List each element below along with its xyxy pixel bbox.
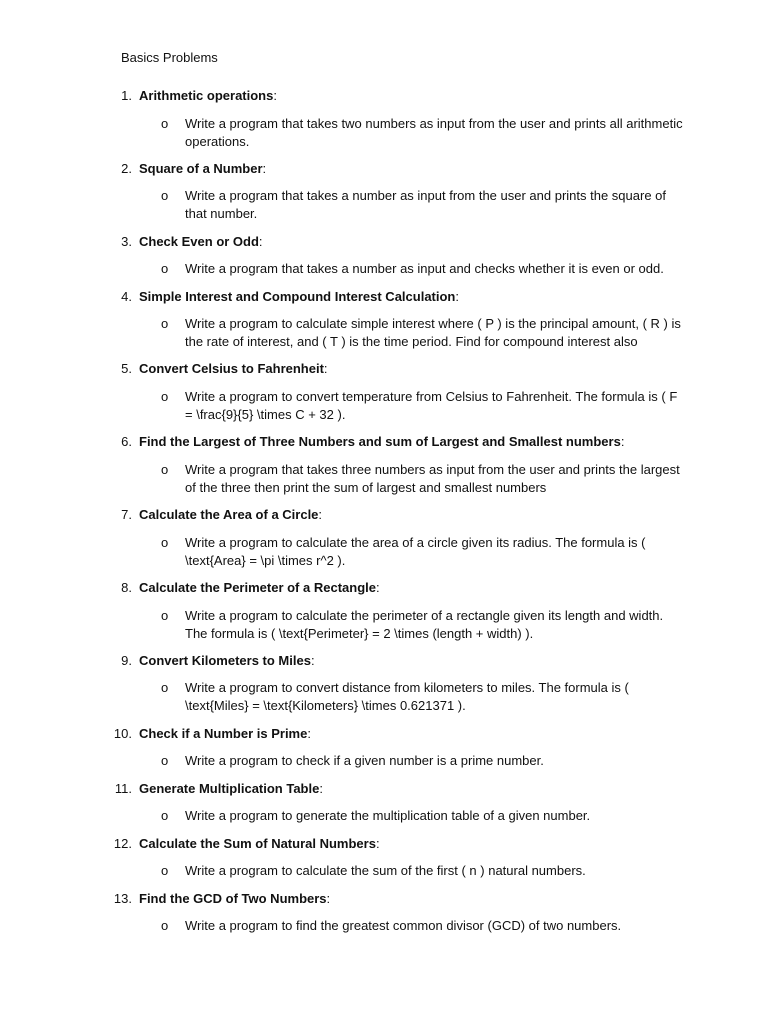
item-heading-bold: Calculate the Sum of Natural Numbers: [139, 835, 376, 851]
item-heading-bold: Check Even or Odd: [139, 233, 259, 249]
item-heading-bold: Check if a Number is Prime: [139, 725, 308, 741]
item-heading-colon: :: [307, 725, 311, 741]
bullet-icon: o: [161, 680, 169, 696]
document-title: Basics Problems: [121, 50, 218, 65]
item-description: Write a program to check if a given number is a prime number.: [185, 753, 544, 769]
item-heading: [139, 360, 328, 378]
item-description: Write a program to generate the multiplication table of a given number.: [185, 808, 591, 824]
list-item: [0, 506, 768, 579]
item-heading: [139, 506, 322, 524]
bullet-icon: o: [161, 461, 169, 477]
list-item: [0, 233, 768, 288]
item-description: Write a program to calculate simple interest where ( P ) is the principal amount, ( R ) is the rate of interest, and ( T ) is the time period. Find for compound interest also: [185, 316, 681, 350]
item-description: Write a program that takes three numbers as input from the user and prints the largest of the three then print the sum of largest and smallest numbers: [185, 461, 680, 495]
item-heading: [139, 288, 459, 306]
bullet-icon: o: [161, 534, 169, 550]
item-number: 5.: [121, 361, 132, 377]
item-heading-colon: :: [455, 288, 459, 304]
bullet-icon: o: [161, 607, 169, 623]
item-heading-colon: :: [620, 434, 625, 450]
bullet-icon: o: [161, 808, 169, 824]
bullet-icon: o: [161, 863, 169, 879]
item-heading-bold: Convert Celsius to Fahrenheit: [139, 361, 324, 377]
item-number: 9.: [121, 652, 132, 668]
list-item: [0, 835, 768, 890]
list-item: [0, 360, 768, 433]
item-heading-bold: Calculate the Perimeter of a Rectangle: [139, 580, 376, 595]
item-number: 11.: [114, 780, 132, 796]
item-heading-colon: :: [273, 88, 277, 103]
list-item: [0, 433, 768, 506]
item-heading-bold: Generate Multiplication Table: [139, 780, 320, 796]
item-description: Write a program to calculate the sum of the first ( n ) natural numbers.: [185, 863, 586, 879]
item-description: Write a program to calculate the perimeter of a rectangle given its length and width. The formula is ( \text{Perimeter} = 2 \times (length + width) ).: [185, 607, 664, 641]
item-heading-colon: :: [375, 835, 380, 851]
item-heading-bold: Square of a Number: [139, 160, 263, 176]
list-item: [0, 890, 768, 945]
item-description: Write a program to find the greatest common divisor (GCD) of two numbers.: [185, 918, 622, 933]
bullet-icon: o: [161, 388, 169, 404]
item-heading-bold: Arithmetic operations: [139, 88, 274, 103]
bullet-icon: o: [161, 316, 169, 332]
item-number: 7.: [121, 507, 132, 523]
item-number: 13.: [113, 890, 132, 906]
item-number: 2.: [121, 160, 132, 176]
bullet-icon: o: [161, 188, 169, 204]
list-item: [0, 725, 768, 780]
item-description: Write a program to convert distance from kilometers to miles. The formula is ( \text{Miles} = \text{Kilometers} \times 0.621371 ).: [185, 680, 629, 714]
item-heading-colon: :: [326, 890, 331, 906]
item-description: Write a program to calculate the area of a circle given its radius. The formula is ( \text{Area} = \pi \times r^2 ).: [185, 534, 646, 568]
item-heading-bold: Simple Interest and Compound Interest Calculation: [139, 288, 456, 304]
item-heading: [139, 433, 624, 451]
item-number: 1.: [121, 88, 132, 103]
item-number: 12.: [113, 835, 132, 851]
list-item: [0, 160, 768, 233]
item-number: 10.: [113, 725, 132, 741]
item-number: 8.: [121, 580, 132, 595]
item-heading-colon: :: [258, 233, 263, 249]
item-heading: [139, 652, 315, 670]
list-item: [0, 579, 768, 652]
bullet-icon: o: [161, 115, 169, 131]
bullet-icon: o: [161, 918, 169, 933]
list-item: [0, 288, 768, 361]
item-description: Write a program that takes a number as input and checks whether it is even or odd.: [185, 261, 664, 277]
item-heading: [139, 890, 330, 908]
problem-list: [0, 87, 768, 944]
item-heading-bold: Convert Kilometers to Miles: [139, 652, 311, 668]
item-heading-colon: :: [262, 160, 267, 176]
item-heading: [139, 579, 380, 597]
item-heading-colon: :: [375, 580, 380, 595]
list-item: [0, 87, 768, 160]
list-item: [0, 652, 768, 725]
list-item: [0, 780, 768, 835]
item-heading: [139, 835, 380, 853]
item-heading: [139, 233, 263, 251]
item-description: Write a program that takes a number as input from the user and prints the square of that number.: [185, 188, 667, 222]
item-description: Write a program that takes two numbers as input from the user and prints all arithmetic operations.: [185, 115, 683, 149]
item-number: 3.: [121, 233, 132, 249]
item-heading-bold: Calculate the Area of a Circle: [139, 507, 319, 523]
item-heading-colon: :: [310, 652, 315, 668]
item-heading-colon: :: [319, 780, 323, 796]
item-heading-colon: :: [323, 361, 328, 377]
item-heading-colon: :: [318, 507, 323, 523]
item-number: 6.: [121, 434, 132, 450]
item-description: Write a program to convert temperature from Celsius to Fahrenheit. The formula is ( F = \frac{9}{5} \times C + 32 ).: [185, 388, 678, 422]
item-heading-bold: Find the Largest of Three Numbers and sum of Largest and Smallest numbers: [139, 434, 621, 450]
item-heading-bold: Find the GCD of Two Numbers: [139, 890, 327, 906]
item-heading: [139, 780, 323, 798]
item-heading: [139, 160, 266, 178]
item-number: 4.: [121, 288, 132, 304]
bullet-icon: o: [161, 261, 169, 277]
item-heading: [139, 725, 311, 743]
item-heading: [139, 87, 277, 105]
bullet-icon: o: [161, 753, 169, 769]
